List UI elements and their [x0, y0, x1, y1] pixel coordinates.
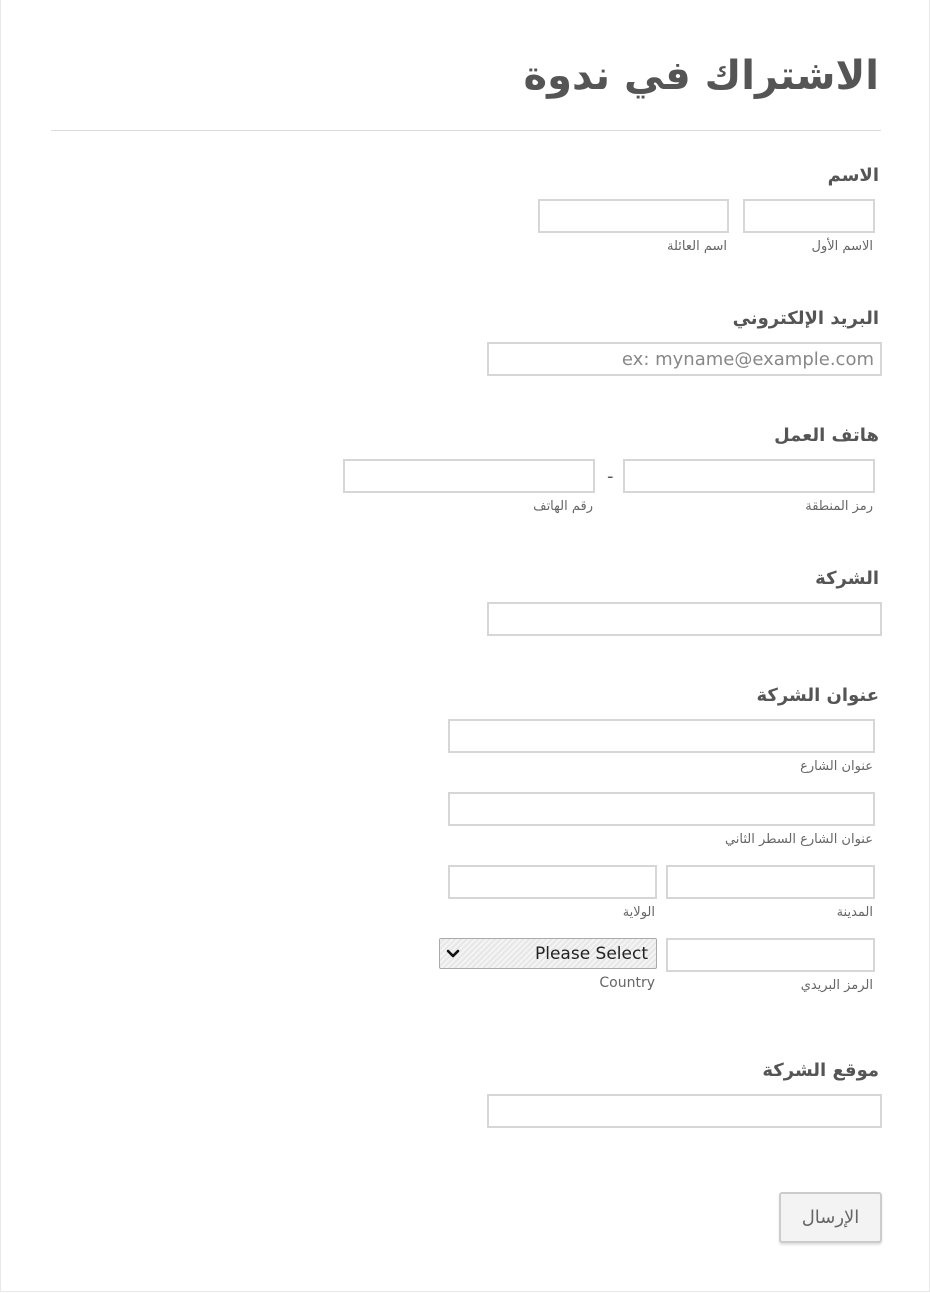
title-divider: [51, 130, 881, 131]
name-label: الاسم: [827, 165, 879, 186]
zip-code-sublabel: الرمز البريدي: [800, 978, 873, 993]
state-sublabel: الولاية: [622, 905, 655, 920]
last-name-sublabel: اسم العائلة: [667, 239, 727, 254]
company-input[interactable]: [487, 602, 882, 636]
chevron-down-icon: [446, 949, 460, 959]
street-address-line2-sublabel: عنوان الشارع السطر الثاني: [724, 832, 873, 847]
email-label: البريد الإلكتروني: [732, 308, 879, 329]
state-input[interactable]: [448, 865, 657, 899]
email-input[interactable]: [487, 342, 882, 376]
street-address-line2-input[interactable]: [448, 792, 875, 826]
company-address-label: عنوان الشركة: [756, 685, 879, 706]
city-sublabel: المدينة: [836, 905, 873, 920]
work-phone-label: هاتف العمل: [774, 425, 879, 446]
first-name-sublabel: الاسم الأول: [811, 239, 873, 254]
city-input[interactable]: [666, 865, 875, 899]
zip-code-input[interactable]: [666, 938, 875, 972]
country-sublabel: Country: [599, 975, 655, 991]
phone-number-input[interactable]: [343, 459, 595, 493]
country-select-value: Please Select: [534, 943, 648, 964]
form-title: الاشتراك في ندوة: [523, 53, 879, 99]
submit-button[interactable]: الإرسال: [779, 1192, 882, 1243]
phone-separator: -: [607, 466, 614, 487]
street-address-input[interactable]: [448, 719, 875, 753]
street-address-sublabel: عنوان الشارع: [800, 759, 873, 774]
phone-number-sublabel: رقم الهاتف: [533, 499, 593, 514]
company-website-label: موقع الشركة: [762, 1060, 879, 1081]
area-code-sublabel: رمز المنطقة: [805, 499, 873, 514]
country-select[interactable]: [439, 938, 657, 969]
first-name-input[interactable]: [743, 199, 875, 233]
last-name-input[interactable]: [538, 199, 729, 233]
company-website-input[interactable]: [487, 1094, 882, 1128]
area-code-input[interactable]: [623, 459, 875, 493]
company-label: الشركة: [815, 568, 879, 589]
